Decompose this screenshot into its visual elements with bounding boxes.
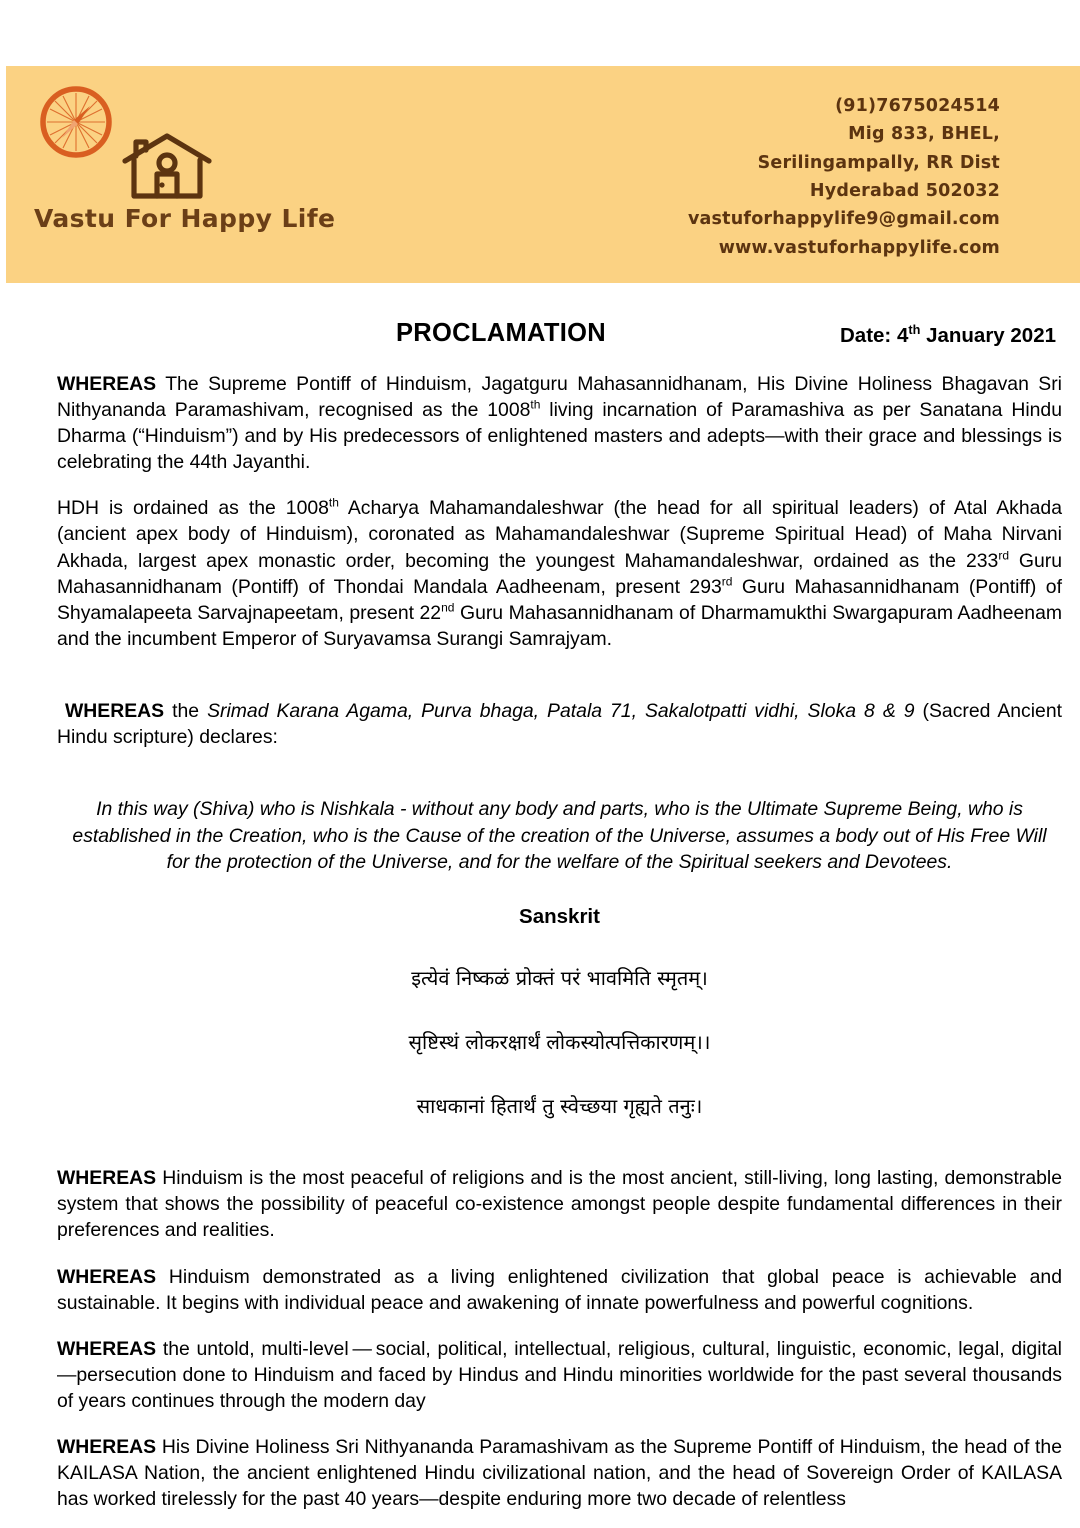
- paragraph-text: the untold, multi-level — social, political, intellectual, religious, cultural, linguistic, economic, legal, digital—persecution done to Hinduism and faced by Hindus and Hindu minorities worldwide for the past several thousands of years continues through the modern day: [57, 1337, 1062, 1412]
- sanskrit-line-3: साधकानां हितार्थं तु स्वेच्छया गृह्यते तनुः।: [416, 1094, 703, 1119]
- sanskrit-line-2: सृष्टिस्थं लोकरक्षार्थं लोकस्योत्पत्तिकारणम्।।: [408, 1030, 711, 1055]
- paragraph-hdh-ordination: [57, 495, 1062, 652]
- document-date: [840, 324, 1056, 348]
- hdh-text-b: Acharya Mahamandaleshwar (the head for all spiritual leaders) of Atal Akhada (ancient apex body of Hinduism), coronated as Mahamandaleshwar (Supreme Spiritual Head) of Maha Nirvani Akhada, largest apex monastic order, becoming the youngest Mahamandaleshwar, ordained as the 233: [57, 497, 1062, 572]
- paragraph-scripture-citation: [57, 698, 1062, 750]
- title-row: [0, 319, 1080, 371]
- citation-text-b: (Sacred Ancient Hindu scripture) declares:: [57, 699, 1063, 749]
- brand-block: [34, 84, 364, 233]
- whereas-lead: WHEREAS: [57, 1436, 157, 1459]
- document-body: [0, 283, 1080, 1512]
- sanskrit-line-1: इत्येवं निष्कळं प्रोक्तं परं भावमिति स्मृतम्।: [411, 966, 708, 991]
- hdh-text-a: HDH is ordained as the 1008: [57, 497, 329, 520]
- contact-block: [688, 92, 1000, 262]
- paragraph-text: Hinduism demonstrated as a living enlightened civilization that global peace is achievable and sustainable. It begins with individual peace and awakening of innate powerfulness and powerful cognitions.: [57, 1265, 1062, 1314]
- scripture-translation: In this way (Shiva) who is Nishkala - without any body and parts, who is the Ultimate Supreme Being, who is established in the Creation, who is the Cause of the creation of the Universe, assumes a body out of His Free Will for the protection of the Universe, and for the welfare of the Spiritual seekers and Devotees.: [72, 798, 1047, 873]
- contact-website[interactable]: www.vastuforhappylife.com: [718, 237, 1000, 258]
- contact-email[interactable]: vastuforhappylife9@gmail.com: [687, 209, 1000, 230]
- paragraph-whereas-kailasa: [57, 1434, 1062, 1512]
- ordinal-th: th: [328, 495, 339, 510]
- logo-marks: [34, 84, 364, 202]
- paragraph-text: Hinduism is the most peaceful of religions and is the most ancient, still-living, long lasting, demonstrable system that shows the possibility of peaceful co-existence amongst people despite fundamental differences in their preferences and realities.: [57, 1167, 1062, 1242]
- paragraph-whereas-1: [57, 371, 1062, 475]
- paragraph-whereas-peaceful: [57, 1165, 1062, 1243]
- citation-text-a: the: [164, 699, 208, 722]
- contact-phone: (91)7675024514: [835, 96, 1000, 116]
- ordinal-rd-293: rd: [721, 574, 733, 589]
- date-label: Date:: [840, 324, 892, 347]
- sanskrit-heading: Sanskrit: [519, 905, 600, 929]
- document-content: [57, 371, 1062, 1512]
- contact-address-line2: Serilingampally, RR Dist: [757, 152, 1000, 173]
- paragraph-text-a: The Supreme Pontiff of Hinduism, Jagatguru Mahasannidhanam, His Divine Holiness Bhagavan Sri Nithyananda Paramashivam, recognised as the 1008: [57, 373, 1062, 422]
- house-icon: [119, 130, 215, 207]
- whereas-lead: WHEREAS: [57, 1167, 157, 1190]
- contact-address-line1: Mig 833, BHEL,: [848, 124, 1000, 145]
- lower-whereas-section: [57, 1165, 1062, 1512]
- whereas-lead: WHEREAS: [57, 373, 157, 395]
- date-day: 4: [896, 324, 909, 347]
- ordinal-rd-233: rd: [998, 548, 1009, 563]
- letterhead-banner: [6, 66, 1080, 283]
- whereas-lead: WHEREAS: [57, 1265, 157, 1288]
- scripture-reference: Srimad Karana Agama, Purva bhaga, Patala 71, Sakalotpatti vidhi, Sloka 8 & 9: [207, 699, 915, 722]
- date-month-year: January 2021: [926, 324, 1057, 347]
- paragraph-whereas-persecution: [57, 1336, 1062, 1414]
- spacer: [57, 672, 1062, 698]
- hdh-text-d: Guru Mahasannidhanam (Pontiff) of Shyamalapeeta Sarvajnapeetam, present 22: [57, 575, 1062, 624]
- paragraph-whereas-civilization: [57, 1264, 1062, 1316]
- ordinal-th: th: [530, 397, 541, 412]
- whereas-lead: WHEREAS: [57, 1337, 157, 1360]
- page-title: PROCLAMATION: [396, 319, 606, 347]
- compass-icon: [38, 84, 114, 165]
- hdh-text-e: Guru Mahasannidhanam of Dharmamukthi Swargapuram Aadheenam and the incumbent Emperor of Suryavamsa Surangi Samrajyam.: [57, 601, 1062, 650]
- date-ordinal: th: [908, 322, 921, 338]
- ordinal-nd-22: nd: [441, 600, 455, 615]
- paragraph-text: His Divine Holiness Sri Nithyananda Paramashivam as the Supreme Pontiff of Hinduism, the head of the KAILASA Nation, the ancient enlightened Hindu civilizational nation, and the head of Sovereign Order of KAILASA has worked tirelessly for the past 40 years—despite enduring more two decade of relentless: [57, 1436, 1062, 1511]
- contact-address-line3: Hyderabad 502032: [809, 181, 1000, 202]
- paragraph-text-b: living incarnation of Paramashiva as per Sanatana Hindu Dharma (“Hinduism”) and by His predecessors of enlightened masters and adepts—with their grace and blessings is celebrating the 44th Jayanthi.: [57, 399, 1062, 474]
- brand-name: Vastu For Happy Life: [34, 204, 336, 233]
- whereas-lead: WHEREAS: [65, 699, 165, 722]
- hdh-text-c: Guru Mahasannidhanam (Pontiff) of Thondai Mandala Aadheenam, present 293: [57, 549, 1063, 598]
- spacer: [57, 770, 1062, 796]
